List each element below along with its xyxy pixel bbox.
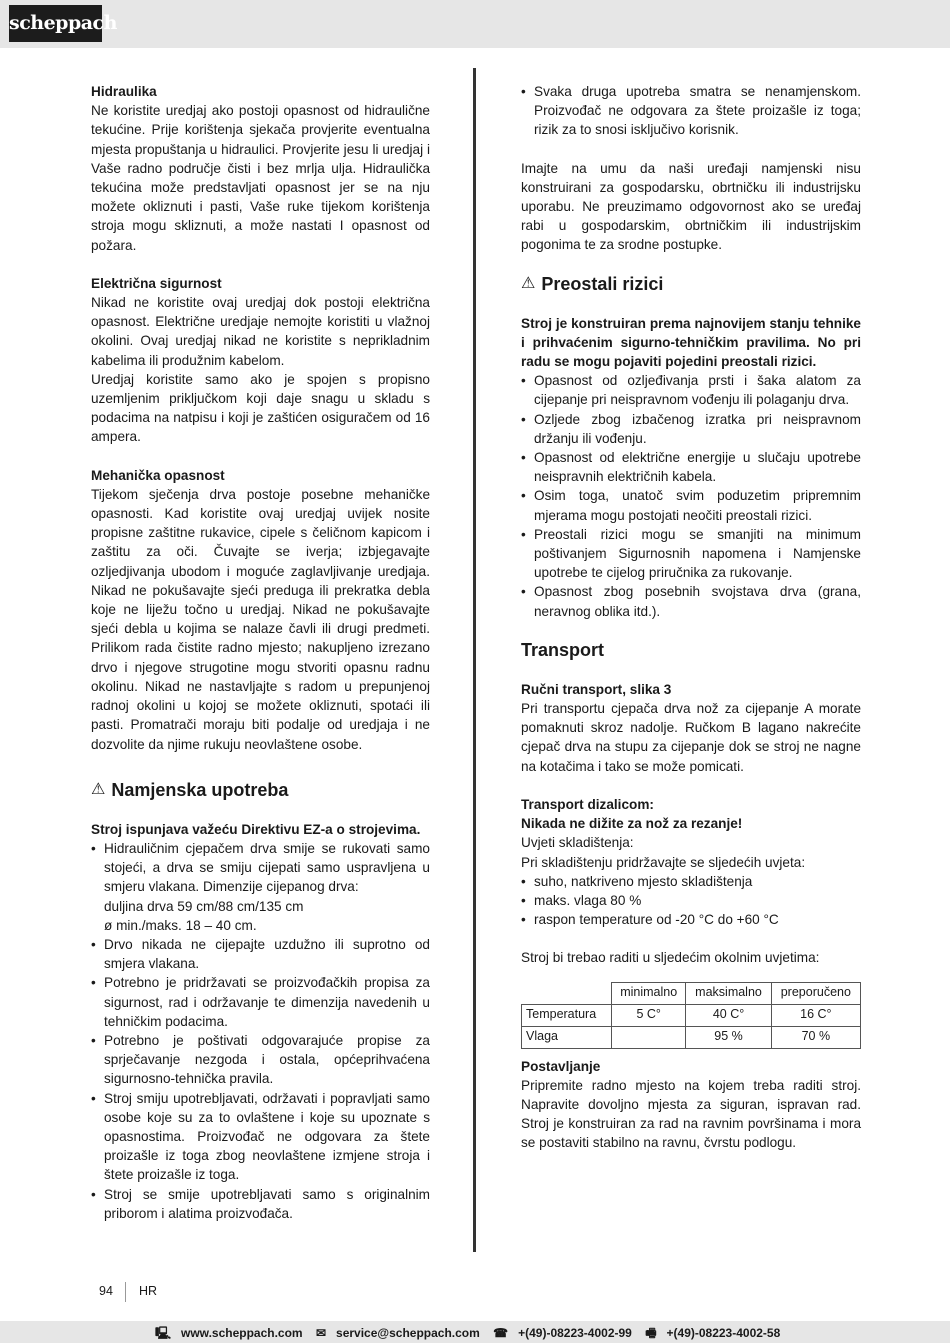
setup-body: Pripremite radno mjesto na kojem treba raditi stroj. Napravite dovoljno mjesta za siguran, ispravan rad. Stroj je konstruiran za rad na ravnim površinama i mora se postaviti stabilno na ravnu, čvrstu podlogu. — [521, 1077, 861, 1151]
warning-triangle-icon: ⚠ — [91, 780, 106, 798]
list-item: • Stroj smiju upotrebljavati, održavati i popravljati samo osobe koje su za to ovlaštene i koje su upoznate s opasnostima. Proizvođač ne odgovara za štete proizašle iz toga zbog neovlaštene izmjene stroja i štete proizašle iz toga. — [91, 1089, 430, 1185]
crane-title: Transport dizalicom: — [521, 796, 654, 812]
residual-risks-lead: Stroj je konstruiran prema najnovijem stanju tehnike i prihvaćenim sigurno-tehničkim pravilima. No pri radu se mogu pojaviti pojedini preostali rizici. — [521, 315, 861, 370]
misuse-list — [521, 82, 861, 140]
list-item: • Drvo nikada ne cijepajte uzdužno ili suprotno od smjera vlakana. — [91, 935, 430, 973]
footer-contacts — [155, 1324, 790, 1343]
dim-diameter: ø min./maks. 18 – 40 cm. — [104, 917, 257, 933]
header-bar — [0, 0, 950, 48]
page-number-divider — [125, 1282, 126, 1302]
crane-section — [521, 795, 861, 929]
column-divider — [473, 68, 476, 1252]
table-row — [522, 1004, 861, 1026]
page-number: 94 — [99, 1284, 113, 1298]
storage-title: Uvjeti skladištenja: — [521, 835, 634, 851]
list-item: • suho, natkriveno mjesto skladištenja — [521, 872, 861, 891]
table-cell: 70 % — [771, 1026, 860, 1048]
manual-transport-title: Ručni transport, slika 3 — [521, 681, 672, 697]
table-cell: 5 C° — [612, 1004, 686, 1026]
residual-risks-list — [521, 371, 861, 621]
list-item: • Osim toga, unatoč svim poduzetim pripremnim mjerama mogu postojati neočiti preostali rizici. — [521, 486, 861, 524]
table-cell — [612, 1026, 686, 1048]
footer-fax: +(49)-08223-4002-58 — [666, 1326, 781, 1340]
storage-intro: Pri skladištenju pridržavajte se sljedećih uvjeta: — [521, 854, 806, 870]
warning-triangle-icon: ⚠ — [521, 274, 536, 292]
table-cell: 40 C° — [686, 1004, 771, 1026]
scheppach-logo: scheppach — [9, 5, 102, 42]
table-cell: 95 % — [686, 1026, 771, 1048]
intended-use-section — [91, 778, 430, 1223]
dim-length: duljina drva 59 cm/88 cm/135 cm — [104, 898, 304, 914]
environment-table — [521, 982, 861, 1049]
environment-section — [521, 948, 861, 1048]
electric-section — [91, 274, 430, 447]
storage-list — [521, 872, 861, 930]
phone-icon: ☎ — [493, 1326, 509, 1340]
footer-web[interactable]: www.scheppach.com — [181, 1326, 303, 1340]
table-corner — [522, 982, 612, 1004]
footer-email[interactable]: service@scheppach.com — [336, 1326, 480, 1340]
right-column — [521, 82, 861, 1153]
table-header: maksimalno — [686, 982, 771, 1004]
mechanical-body: Tijekom sječenja drva postoje posebne mehaničke opasnosti. Kad koristite ovaj uredjaj uvijek nosite propisne zaštitne rukavice, cipele s čeličnom kapicom i zaštitu za oči. Čuvajte se iverja; izbjegavajte ozljedjivanja ubodom i moguće zaglavljivanje uredjaja. Nikad ne pokušavajte sjeći preduga ili prekratka debla koje ne liježu točno u uredjaj. Nikad ne pokušavajte sjeći debla u kojima se nalaze čavli ili drugi predmeti. Prilikom rada čistite radno mjesto; nakupljeno izrezano drvo i njegove strugotine mogu stvoriti opasnu radnu okolinu. Nikad ne nastavljajte s radom u prepunjenoj radnoj okolini u kojoj se možete okliznuti, spotaći ili pasti. Promatrači moraju biti podalje od uredjaja i ne dozvolite da njime rukuju neovlaštene osobe. — [91, 486, 430, 752]
table-row — [522, 1026, 861, 1048]
residual-risks-heading: ⚠ Preostali rizici — [521, 273, 664, 294]
list-item: • Preostali rizici mogu se smanjiti na minimum poštivanjem Sigurnosnih napomena i Namjenske upotrebe te cijelog priručnika za rukovanje. — [521, 525, 861, 583]
footer-phone: +(49)-08223-4002-99 — [518, 1326, 632, 1340]
residual-risks-section — [521, 272, 861, 621]
intended-use-list — [91, 839, 430, 1223]
table-header-row — [522, 982, 861, 1004]
environment-intro: Stroj bi trebao raditi u sljedećim okolnim uvjetima: — [521, 950, 820, 966]
list-item: • Opasnost od ozljeđivanja prsti i šaka alatom za cijepanje pri neispravnom vođenju ili polaganju drva. — [521, 371, 861, 409]
list-item: • Ozljede zbog izbačenog izratka pri neispravnom držanju ili vođenju. — [521, 410, 861, 448]
setup-title: Postavljanje — [521, 1058, 601, 1074]
table-row-label: Vlaga — [522, 1026, 612, 1048]
setup-section — [521, 1057, 861, 1153]
table-header: minimalno — [612, 982, 686, 1004]
list-item: • Opasnost od električne energije u slučaju upotrebe neispravnih električnih kabela. — [521, 448, 861, 486]
table-row-label: Temperatura — [522, 1004, 612, 1026]
list-item: • Stroj se smije upotrebljavati samo s originalnim priborom i alatima proizvođača. — [91, 1185, 430, 1223]
electric-body-2: Uredjaj koristite samo ako je spojen s propisno uzemljenim priključkom koji daje snagu u skladu s podacima na natpisu i koji je zaštićen osiguračem od 16 ampera. — [91, 371, 430, 445]
left-column — [91, 82, 430, 1223]
crane-warning: Nikada ne dižite za nož za rezanje! — [521, 816, 743, 832]
transport-section — [521, 638, 861, 776]
intended-use-lead: Stroj ispunjava važeću Direktivu EZ-a o strojevima. — [91, 821, 421, 837]
table-header: preporučeno — [771, 982, 860, 1004]
manual-transport-body: Pri transportu cjepača drva nož za cijepanje A morate pomaknuti skroz nadolje. Ručkom B lagano nakrećite cjepač drva na stupu za cijepanje dok se stroj ne nagne na kotačima i tako se može pomicati. — [521, 701, 861, 774]
list-item: • Hidrauličnim cjepačem drva smije se rukovati samo stojeći, a drva se smiju cijepati samo uspravljena u smjeru vlakana. Dimenzije cijepanog drva: duljina drva 59 cm/88 cm/135 cm ø min./maks. 18 – 40 cm. — [91, 839, 430, 935]
list-item: • Opasnost zbog posebnih svojstava drva (grana, neravnog oblika itd.). — [521, 582, 861, 620]
list-item: • raspon temperature od -20 °C do +60 °C — [521, 910, 861, 929]
commercial-note: Imajte na umu da naši uređaji namjenski nisu konstruirani za gospodarsku, obrtničku ili industrijsku uporabu. Ne preuzimamo odgovornost ako se uređaj rabi u gospodarskim, obrtničkim ili industrijskim pogonima te za srodne postupke. — [521, 160, 861, 253]
fax-icon: 🖷 — [645, 1326, 657, 1340]
mechanical-title: Mehanička opasnost — [91, 467, 225, 483]
hydraulics-section — [91, 82, 430, 255]
monitor-icon: 🖳 — [155, 1326, 172, 1340]
list-item: • Potrebno je pridržavati se proizvođačkih propisa za sigurnost, rad i održavanje te dimenzija navedenih u tehničkim podacima. — [91, 973, 430, 1031]
hydraulics-title: Hidraulika — [91, 84, 157, 99]
mechanical-section — [91, 466, 430, 754]
list-item: • Potrebno je poštivati odgovarajuće propise za sprječavanje nezgoda i ostala, općeprihvaćena sigurnosno-tehnička pravila. — [91, 1031, 430, 1089]
electric-title: Električna sigurnost — [91, 275, 222, 291]
hydraulics-body: Ne koristite uredjaj ako postoji opasnost od hidraulične tekućine. Prije korištenja sjekača provjerite eventualna mjesta propuštanja u hidraulici. Provjerite jesu li uredjaj i Vaše radno područje čisti i bez mrlja ulja. Hidraulička tekućina može predstavljati opasnost jer se na nju možete okliznuti i pasti, Vaše ruke tijekom korištenja stroja mogu skliznuti, a može nastati I opasnost od požara. — [91, 103, 430, 253]
mail-icon: ✉ — [315, 1326, 327, 1340]
list-item: • maks. vlaga 80 % — [521, 891, 861, 910]
electric-body-1: Nikad ne koristite ovaj uredjaj dok postoji električna opasnost. Električne uredjaje nemojte koristiti u vlažnoj okolini. Ovaj uredjaj nikad ne koristite s neprikladnim kabelima ili produžnim kabelom. — [91, 295, 430, 368]
footer-bar — [0, 1321, 950, 1343]
table-cell: 16 C° — [771, 1004, 860, 1026]
transport-heading: Transport — [521, 639, 605, 660]
list-item: • Svaka druga upotreba smatra se nenamjenskom. Proizvođač ne odgovara za štete proizašle iz toga; rizik za to snosi isključivo korisnik. — [521, 82, 861, 140]
language-code: HR — [139, 1284, 158, 1298]
intended-use-heading: ⚠ Namjenska upotreba — [91, 779, 289, 800]
